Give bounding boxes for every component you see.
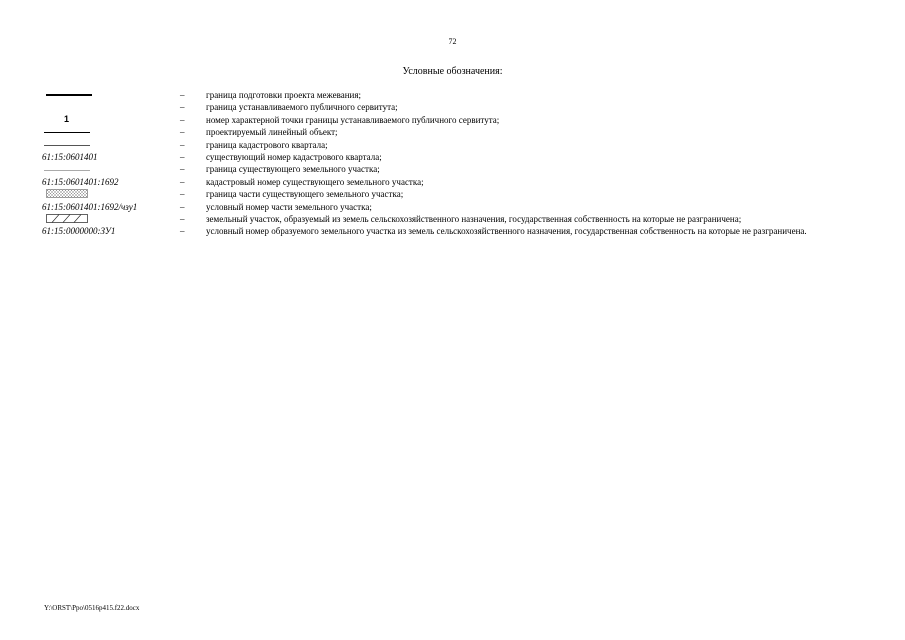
dash: – bbox=[180, 176, 185, 187]
dotted-hatch-icon bbox=[46, 189, 88, 198]
legend-description: граница устанавливаемого публичного сервитута; bbox=[206, 102, 398, 113]
dash: – bbox=[180, 90, 185, 100]
legend-row-cadastral-quarter-number bbox=[0, 151, 905, 163]
legend-description: кадастровый номер существующего земельного участка; bbox=[206, 176, 424, 187]
point-number-label: 1 bbox=[64, 113, 70, 124]
legend-title: Условные обозначения: bbox=[402, 66, 503, 77]
dash: – bbox=[180, 201, 185, 212]
diagonal-hatch-icon bbox=[46, 214, 88, 223]
point-number-symbol bbox=[42, 114, 152, 126]
legend-description: земельный участок, образуемый из земель сельскохозяйственного назначения, государственная собственность на которые не разграничена; bbox=[206, 213, 742, 224]
legend-description: существующий номер кадастрового квартала; bbox=[206, 151, 382, 162]
legend-row-plot-part-boundary bbox=[0, 188, 905, 200]
faint-line-symbol bbox=[42, 163, 152, 175]
legend-description: проектируемый линейный объект; bbox=[206, 127, 338, 138]
dash: – bbox=[180, 151, 185, 162]
dash: – bbox=[180, 102, 185, 113]
legend-row-servitude-boundary bbox=[0, 101, 905, 113]
legend-row-land-plot-number bbox=[0, 176, 905, 188]
dash: – bbox=[180, 127, 185, 138]
legend-description: номер характерной точки границы устанавливаемого публичного сервитута; bbox=[206, 114, 500, 125]
legend-description: граница части существующего земельного участка; bbox=[206, 189, 404, 200]
dotted-hatch-symbol bbox=[42, 188, 152, 200]
medium-line-symbol bbox=[42, 126, 152, 138]
legend-description: условный номер части земельного участка; bbox=[206, 201, 372, 212]
formed-plot-number: 61:15:0000000:ЗУ1 bbox=[42, 226, 116, 237]
diagonal-hatch-symbol bbox=[42, 213, 152, 225]
cadastral-quarter-number: 61:15:0601401 bbox=[42, 151, 98, 162]
legend-row-project-boundary bbox=[0, 89, 905, 101]
thin-line-symbol bbox=[42, 139, 152, 151]
page-number: 72 bbox=[448, 37, 457, 46]
legend-description: условный номер образуемого земельного участка из земель сельскохозяйственного назначения, государственная собственность на которые не разграничена. bbox=[206, 226, 807, 237]
legend-description: граница существующего земельного участка; bbox=[206, 164, 380, 175]
legend-row-linear-object bbox=[0, 126, 905, 138]
legend-list bbox=[0, 89, 905, 249]
dash: – bbox=[180, 139, 185, 150]
dash: – bbox=[180, 213, 185, 224]
legend-description: граница подготовки проекта межевания; bbox=[206, 90, 362, 100]
legend-row-land-plot-boundary bbox=[0, 163, 905, 175]
dash: – bbox=[180, 226, 185, 237]
dash: – bbox=[180, 164, 185, 175]
legend-row-formed-plot-number bbox=[0, 225, 905, 249]
legend-description: граница кадастрового квартала; bbox=[206, 139, 328, 150]
legend-row-cadastral-quarter-boundary bbox=[0, 139, 905, 151]
legend-row-formed-land-plot bbox=[0, 213, 905, 225]
thick-line-symbol bbox=[42, 89, 152, 101]
legend-row-point-number bbox=[0, 114, 905, 126]
footer-file-path: Y:\ORST\Ppo\0516p415.f22.docx bbox=[44, 604, 140, 612]
dash: – bbox=[180, 114, 185, 125]
plot-part-number: 61:15:0601401:1692/чзу1 bbox=[42, 201, 138, 212]
dash: – bbox=[180, 189, 185, 200]
legend-row-plot-part-number bbox=[0, 201, 905, 213]
land-plot-number: 61:15:0601401:1692 bbox=[42, 176, 119, 187]
